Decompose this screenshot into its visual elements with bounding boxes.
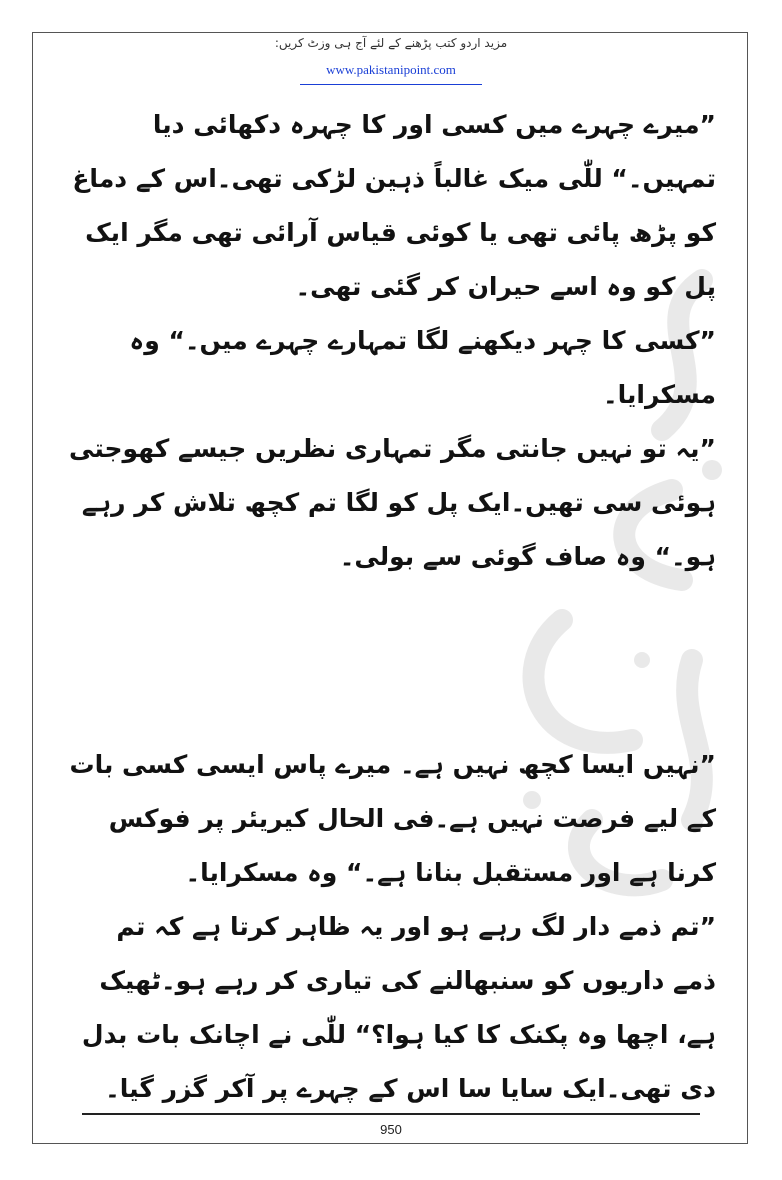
website-link[interactable]: www.pakistanipoint.com: [326, 62, 456, 77]
paragraph: ”کسی کا چہر دیکھنے لگا تمہارے چہرے میں۔“ وہ مسکرایا۔: [129, 326, 716, 409]
header-link-underline: [300, 84, 482, 85]
paragraph: ”میرے چہرے میں کسی اور کا چہرہ دکھائی دیا تمہیں۔“ للّٰی میک غالباً ذہین لڑکی تھی۔اس کے دماغ کو پڑھ پائی تھی یا کوئی قیاس آرائی تھی مگر ایک پل کو وہ اسے حیران کر گئی تھی۔: [72, 110, 716, 301]
header-note: مزید اردو کتب پڑھنے کے لئے آج ہی وزٹ کریں:: [274, 36, 508, 50]
page-number: 950: [380, 1122, 402, 1137]
footer-divider: [82, 1113, 700, 1115]
paragraph: ”یہ تو نہیں جانتی مگر تمہاری نظریں جیسے کھوجتی ہوئی سی تھیں۔ایک پل کو لگا تم کچھ تلاش کر رہے ہو۔“ وہ صاف گوئی سے بولی۔: [69, 434, 716, 571]
paragraph: ”تم ذمے دار لگ رہے ہو اور یہ ظاہر کرتا ہے کہ تم ذمے داریوں کو سنبھالنے کی تیاری کر رہے ہو۔ٹھیک ہے، اچھا وہ پکنک کا کیا ہوا؟“ للّٰی نے اچانک بات بدل دی تھی۔ایک سایا سا اس کے چہرے پر آکر گزر گیا۔: [81, 912, 716, 1103]
paragraph: ”نہیں ایسا کچھ نہیں ہے۔ میرے پاس ایسی کسی بات کے لیے فرصت نہیں ہے۔فی الحال کیریئر پر فوکس کرنا ہے اور مستقبل بنانا ہے۔“ وہ مسکرایا۔: [69, 750, 716, 887]
text-block-top: [66, 98, 716, 584]
text-block-bottom: [66, 738, 716, 1116]
